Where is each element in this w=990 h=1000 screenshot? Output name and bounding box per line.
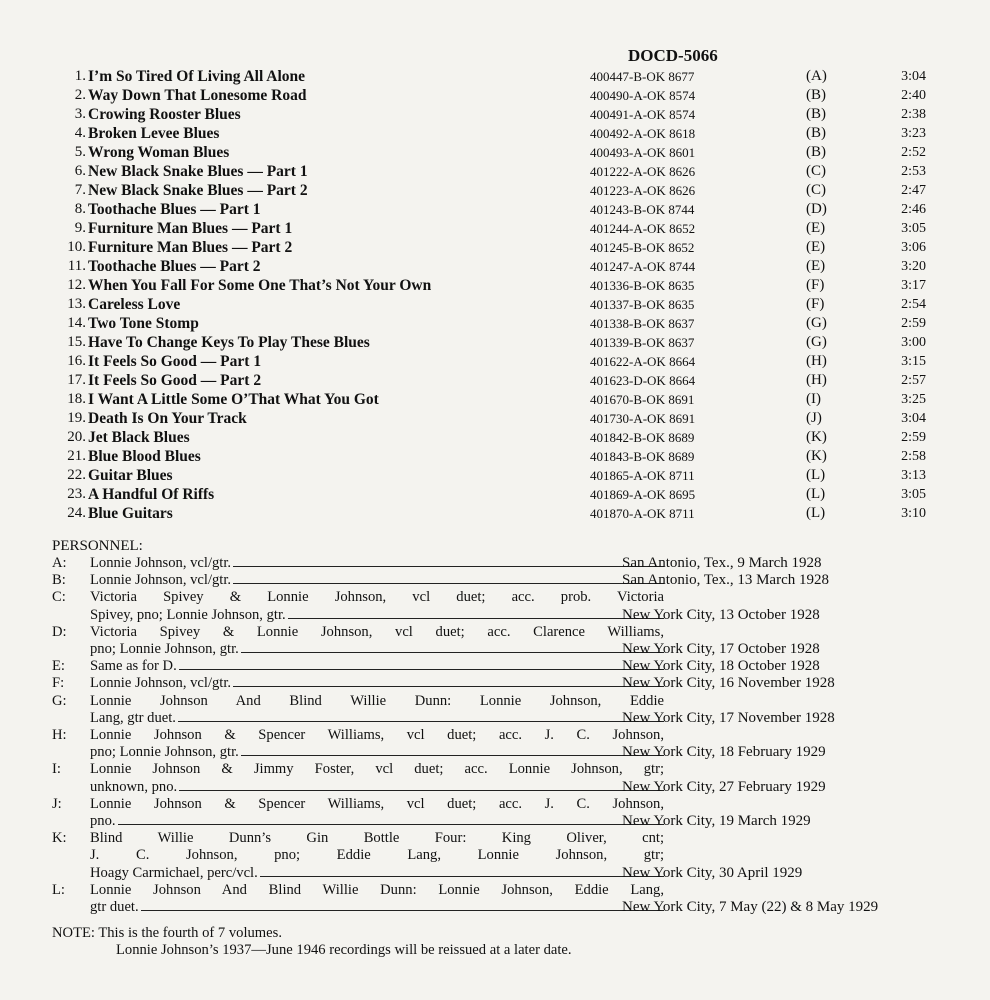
session-key: A: [52,555,67,571]
track-row [56,257,926,276]
track-duration: 2:53 [901,164,926,179]
leader-rule [241,744,664,756]
session-code: (G) [806,315,827,331]
matrix-number: 401247-A-OK 8744 [590,259,696,274]
track-title: It Feels So Good — Part 2 [88,372,262,389]
session-code: (J) [806,410,822,426]
track-number: 21. [67,448,86,464]
personnel-text: Same as for D. [90,658,177,675]
track-title: New Black Snake Blues — Part 1 [88,163,308,180]
personnel-text: Victoria Spivey & Lonnie Johnson, vcl duet; acc. prob. Victoria [90,589,664,606]
session-code: (K) [806,429,827,445]
track-title: Wrong Woman Blues [88,144,230,161]
note [52,925,572,959]
note-line-1: NOTE: This is the fourth of 7 volumes. [52,925,282,941]
track-number: 20. [67,429,86,445]
personnel-text: J. C. Johnson, pno; Eddie Lang, Lonnie Johnson, gtr; [90,847,664,864]
leader-rule [288,607,664,619]
session-code: (I) [806,391,821,407]
personnel-entry [52,589,932,623]
matrix-number: 401243-B-OK 8744 [590,202,695,217]
track-title: Crowing Rooster Blues [88,106,241,123]
matrix-number: 401337-B-OK 8635 [590,297,695,312]
session-code: (E) [806,239,826,255]
session-key: C: [52,589,66,606]
personnel-entry [52,796,932,830]
track-duration: 3:06 [901,240,926,255]
track-row [56,276,926,295]
session-key: K: [52,830,67,847]
track-duration: 2:59 [901,430,926,445]
personnel-text: Hoagy Carmichael, perc/vcl. [90,864,258,881]
leader-rule [141,899,664,911]
track-title: Broken Levee Blues [88,125,220,142]
personnel-text: Lonnie Johnson, vcl/gtr. [90,572,232,589]
leader-rule [241,641,664,653]
track-duration: 3:04 [901,69,926,84]
session-code: (K) [806,448,827,464]
track-number: 13. [67,296,86,312]
track-duration: 2:46 [901,202,926,217]
leader-rule [260,865,664,877]
track-title: Blue Guitars [88,505,173,522]
session-key: I: [52,761,61,778]
personnel-entry [52,555,932,572]
matrix-number: 401865-A-OK 8711 [590,468,695,483]
matrix-number: 400491-A-OK 8574 [590,107,696,122]
track-row [56,314,926,333]
track-row [56,371,926,390]
track-number: 14. [67,315,86,331]
session-key: L: [52,881,65,898]
track-title: I Want A Little Some O’That What You Got [88,391,379,408]
track-number: 24. [67,505,86,521]
leader-rule [118,813,664,825]
personnel-text: Victoria Spivey & Lonnie Johnson, vcl duet; acc. Clarence Williams, [90,623,664,640]
track-row [56,124,926,143]
track-title: Death Is On Your Track [88,410,247,427]
matrix-number: 401244-A-OK 8652 [590,221,696,236]
leader-rule [233,675,664,687]
personnel-text: pno; Lonnie Johnson, gtr. [90,641,239,658]
session-code: (G) [806,334,827,350]
matrix-number: 401843-B-OK 8689 [590,449,695,464]
track-number: 18. [67,391,86,407]
recording-place-date: New York City, 7 May (22) & 8 May 1929 [622,899,879,916]
track-row [56,447,926,466]
session-code: (B) [806,87,826,103]
recording-place-date: New York City, 16 November 1928 [622,675,835,692]
matrix-number: 401622-A-OK 8664 [590,354,696,369]
track-row [56,352,926,371]
personnel-entry [52,624,932,658]
matrix-number: 401869-A-OK 8695 [590,487,696,502]
track-duration: 3:20 [901,259,926,274]
session-code: (B) [806,125,826,141]
matrix-number: 400447-B-OK 8677 [590,69,695,84]
recording-place-date: New York City, 17 October 1928 [622,641,820,658]
session-code: (C) [806,163,826,179]
session-key: F: [52,675,65,692]
personnel-text: Lonnie Johnson And Blind Willie Dunn: Lonnie Johnson, Eddie Lang, [90,881,664,898]
personnel-text: Lonnie Johnson, vcl/gtr. [90,675,232,692]
track-number: 8. [74,201,86,217]
matrix-number: 401730-A-OK 8691 [590,411,696,426]
track-duration: 2:59 [901,316,926,331]
matrix-number: 401623-D-OK 8664 [590,373,696,388]
track-duration: 2:47 [901,183,926,198]
personnel-text: unknown, pno. [90,778,178,795]
track-title: Furniture Man Blues — Part 2 [88,239,293,256]
session-code: (H) [806,372,827,388]
session-key: B: [52,572,66,589]
track-title: Two Tone Stomp [88,315,199,332]
track-title: A Handful Of Riffs [88,486,215,503]
track-number: 17. [67,372,86,388]
matrix-number: 401870-A-OK 8711 [590,506,695,521]
track-number: 12. [67,277,86,293]
session-code: (E) [806,220,826,236]
track-row [56,143,926,162]
matrix-number: 400492-A-OK 8618 [590,126,696,141]
personnel-heading: PERSONNEL: [52,538,143,554]
matrix-number: 401842-B-OK 8689 [590,430,695,445]
personnel-text: Blind Willie Dunn’s Gin Bottle Four: King Oliver, cnt; [90,830,664,847]
matrix-number: 401223-A-OK 8626 [590,183,696,198]
leader-rule [233,572,664,584]
matrix-number: 401336-B-OK 8635 [590,278,695,293]
track-duration: 3:04 [901,411,926,426]
track-number: 22. [67,467,86,483]
track-row [56,162,926,181]
recording-place-date: New York City, 17 November 1928 [622,709,835,726]
recording-place-date: San Antonio, Tex., 9 March 1928 [622,555,822,571]
session-code: (F) [806,296,825,312]
track-title: Toothache Blues — Part 2 [88,258,261,275]
track-number: 4. [74,125,86,141]
session-code: (L) [806,467,826,483]
track-row [56,295,926,314]
track-number: 9. [74,220,86,236]
track-number: 1. [74,68,86,84]
session-code: (E) [806,258,826,274]
recording-place-date: New York City, 18 February 1929 [622,744,826,761]
track-title: Careless Love [88,296,181,313]
track-row [56,200,926,219]
personnel-text: pno. [90,813,116,830]
track-row [56,485,926,504]
personnel-text: Lonnie Johnson & Spencer Williams, vcl duet; acc. J. C. Johnson, [90,727,664,744]
track-duration: 2:40 [901,88,926,103]
track-number: 3. [74,106,86,122]
track-duration: 2:58 [901,449,926,464]
recording-place-date: New York City, 27 February 1929 [622,778,826,795]
personnel-text: Lonnie Johnson & Jimmy Foster, vcl duet; acc. Lonnie Johnson, gtr; [90,761,664,778]
personnel-text: pno; Lonnie Johnson, gtr. [90,744,239,761]
personnel-text: Lonnie Johnson & Spencer Williams, vcl duet; acc. J. C. Johnson, [90,795,664,812]
session-code: (A) [806,68,827,84]
track-title: Jet Black Blues [88,429,190,446]
track-number: 15. [67,334,86,350]
track-duration: 2:52 [901,145,926,160]
track-number: 11. [67,258,86,274]
session-key: E: [52,658,65,675]
leader-rule [179,658,664,670]
personnel-entry [52,675,932,692]
track-duration: 3:10 [901,506,926,521]
track-row [56,428,926,447]
track-row [56,390,926,409]
track-number: 6. [74,163,86,179]
session-key: D: [52,623,67,640]
recording-place-date: New York City, 30 April 1929 [622,864,803,881]
track-row [56,504,926,523]
session-code: (H) [806,353,827,369]
leader-rule [233,555,664,567]
session-key: H: [52,727,67,744]
personnel-entry [52,727,932,761]
note-line-2: Lonnie Johnson’s 1937—June 1946 recordings will be reissued at a later date. [116,942,572,958]
session-key: J: [52,795,62,812]
track-number: 5. [74,144,86,160]
track-title: Blue Blood Blues [88,448,201,465]
track-title: I’m So Tired Of Living All Alone [88,68,306,85]
track-duration: 2:38 [901,107,926,122]
personnel-entry [52,658,932,675]
session-code: (L) [806,505,826,521]
track-duration: 3:23 [901,126,926,141]
leader-rule [179,779,664,791]
matrix-number: 400493-A-OK 8601 [590,145,696,160]
track-number: 2. [74,87,86,103]
recording-place-date: New York City, 18 October 1928 [622,658,820,675]
track-duration: 3:17 [901,278,926,293]
personnel-entry [52,693,932,727]
matrix-number: 401245-B-OK 8652 [590,240,695,255]
session-key: G: [52,692,67,709]
track-list [56,67,926,523]
recording-place-date: San Antonio, Tex., 13 March 1928 [622,572,829,589]
personnel-text: Lonnie Johnson And Blind Willie Dunn: Lonnie Johnson, Eddie [90,692,664,709]
track-title: Way Down That Lonesome Road [88,87,307,104]
track-title: When You Fall For Some One That’s Not Your Own [88,277,432,294]
track-number: 16. [67,353,86,369]
matrix-number: 401222-A-OK 8626 [590,164,696,179]
track-duration: 2:57 [901,373,926,388]
personnel-entry [52,761,932,795]
track-duration: 3:25 [901,392,926,407]
track-title: It Feels So Good — Part 1 [88,353,262,370]
track-title: New Black Snake Blues — Part 2 [88,182,308,199]
track-row [56,105,926,124]
leader-rule [178,710,664,722]
track-title: Guitar Blues [88,467,173,484]
track-row [56,181,926,200]
session-code: (F) [806,277,825,293]
track-number: 7. [74,182,86,198]
session-code: (C) [806,182,826,198]
matrix-number: 401338-B-OK 8637 [590,316,695,331]
track-row [56,67,926,86]
track-row [56,238,926,257]
personnel-text: Lang, gtr duet. [90,709,176,726]
matrix-number: 400490-A-OK 8574 [590,88,696,103]
track-title: Toothache Blues — Part 1 [88,201,261,218]
personnel-text: Spivey, pno; Lonnie Johnson, gtr. [90,606,286,623]
track-row [56,86,926,105]
catalog-number: DOCD-5066 [628,46,718,65]
session-code: (B) [806,144,826,160]
track-row [56,466,926,485]
session-code: (L) [806,486,826,502]
personnel-entry [52,572,932,589]
personnel-entry [52,882,932,916]
matrix-number: 401670-B-OK 8691 [590,392,695,407]
track-duration: 3:05 [901,221,926,236]
session-code: (D) [806,201,827,217]
track-number: 10. [67,239,86,255]
track-duration: 2:54 [901,297,926,312]
track-row [56,219,926,238]
track-row [56,409,926,428]
recording-place-date: New York City, 13 October 1928 [622,606,820,623]
personnel-list [52,555,932,916]
track-title: Have To Change Keys To Play These Blues [88,334,370,351]
track-row [56,333,926,352]
track-number: 19. [67,410,86,426]
track-duration: 3:05 [901,487,926,502]
personnel-text: gtr duet. [90,899,139,916]
session-code: (B) [806,106,826,122]
track-duration: 3:00 [901,335,926,350]
matrix-number: 401339-B-OK 8637 [590,335,695,350]
personnel-entry [52,830,932,882]
track-title: Furniture Man Blues — Part 1 [88,220,293,237]
track-number: 23. [67,486,86,502]
track-duration: 3:13 [901,468,926,483]
personnel-text: Lonnie Johnson, vcl/gtr. [90,555,232,571]
recording-place-date: New York City, 19 March 1929 [622,813,811,830]
track-duration: 3:15 [901,354,926,369]
